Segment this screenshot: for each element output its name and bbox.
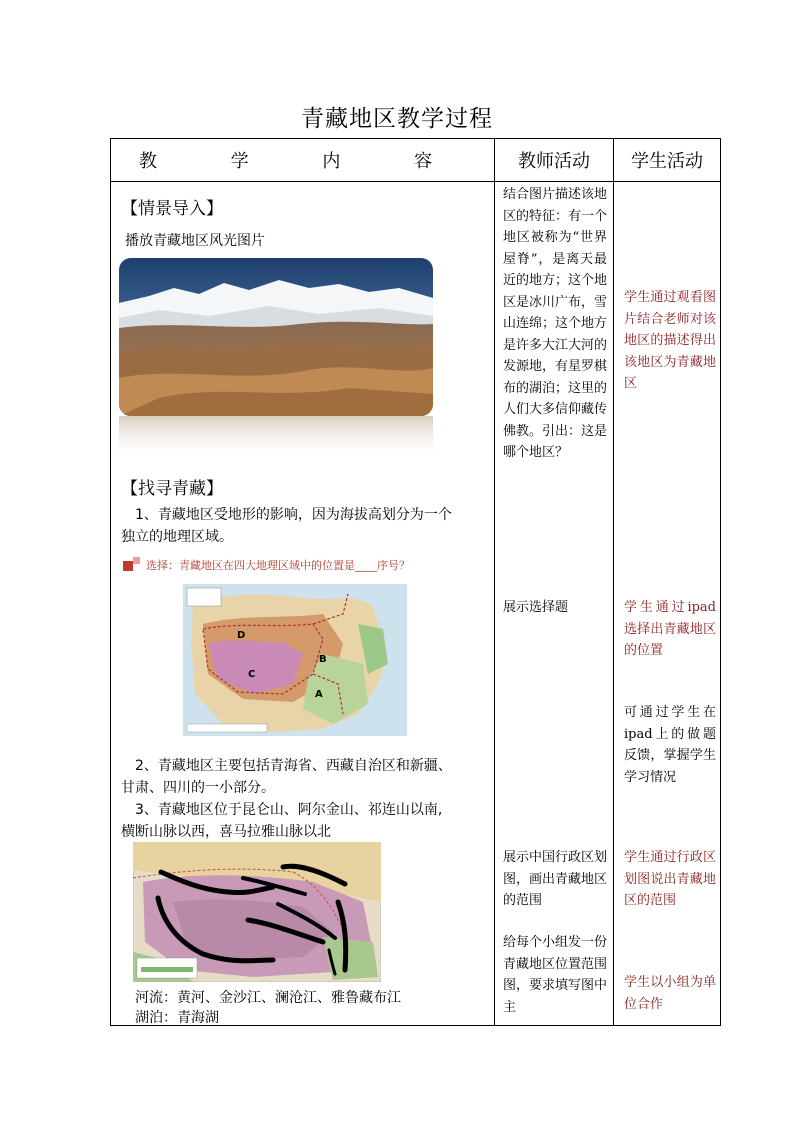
regions-map [183,584,407,736]
map-label-d: D [237,630,246,641]
student-activity-1: 学生通过观看图片结合老师对该地区的描述得出该地区为青藏地区 [624,290,716,391]
point2-line2: 甘肃、四川的一小部分。 [121,780,275,796]
student-activity-3: 可通过学生在ipad上的做题反馈，掌握学生学习情况 [624,705,716,785]
student-activity-4: 学生通过行政区划图说出青藏地区的范围 [624,850,716,908]
quiz-prompt: 选择：青藏地区在四大地理区域中的位置是____序号？ [123,557,410,573]
point1-line1: 1、青藏地区受地形的影响，因为海拔高划分为一个 [135,507,452,523]
student-activity-5: 学生以小组为单位合作 [624,975,716,1012]
map-label-c: C [248,669,256,680]
plateau-map [133,842,381,982]
teacher-activity-3: 展示中国行政区划图，画出青藏地区的范围 [503,850,608,908]
header-teacher: 教师活动 [495,139,614,182]
intro-text: 播放青藏地区风光图片 [125,233,265,249]
landscape-photo [119,258,433,468]
table-header-row [111,139,721,182]
teacher-column [495,182,613,1025]
quiz-marker-icon [123,561,133,571]
teacher-activity-1: 结合图片描述该地区的特征：有一个地区被称为“世界屋脊”，是离天最近的地方；这个地区是冰川广布，雪山连绵；这个地方是许多大江大河的发源地，有星罗棋布的湖泊；这里的人们大多信仰藏传佛教。引出：这是哪个地区？ [503,187,608,460]
section-intro-heading: 【情景导入】 [121,199,223,219]
point2-line1: 2、青藏地区主要包括青海省、西藏自治区和新疆、 [135,758,452,774]
page-title: 青藏地区教学过程 [301,106,493,132]
lakes-text: 湖泊：青海湖 [135,1010,219,1026]
section-find-heading: 【找寻青藏】 [121,479,223,499]
header-student: 学生活动 [614,139,721,182]
map-label-b: B [319,654,327,665]
student-activity-2: 学生通过ipad选择出青藏地区的位置 [624,600,716,658]
map-label-a: A [315,689,323,700]
point3-line2: 横断山脉以西，喜马拉雅山脉以北 [121,824,331,840]
table-body-row [111,182,721,1026]
point3-line1: 3、青藏地区位于昆仑山、阿尔金山、祁连山以南, [135,802,443,818]
content-column [111,182,494,1025]
student-column [614,182,720,1025]
header-content: 教 学 内 容 [111,139,495,182]
point1-line2: 独立的地理区域。 [121,529,233,545]
lesson-table [110,138,721,1026]
teacher-activity-4: 给每个小组发一份青藏地区位置范围图，要求填写图中主 [503,935,608,1015]
teacher-activity-2: 展示选择题 [503,600,569,615]
rivers-text: 河流：黄河、金沙江、澜沧江、雅鲁藏布江 [135,990,401,1006]
